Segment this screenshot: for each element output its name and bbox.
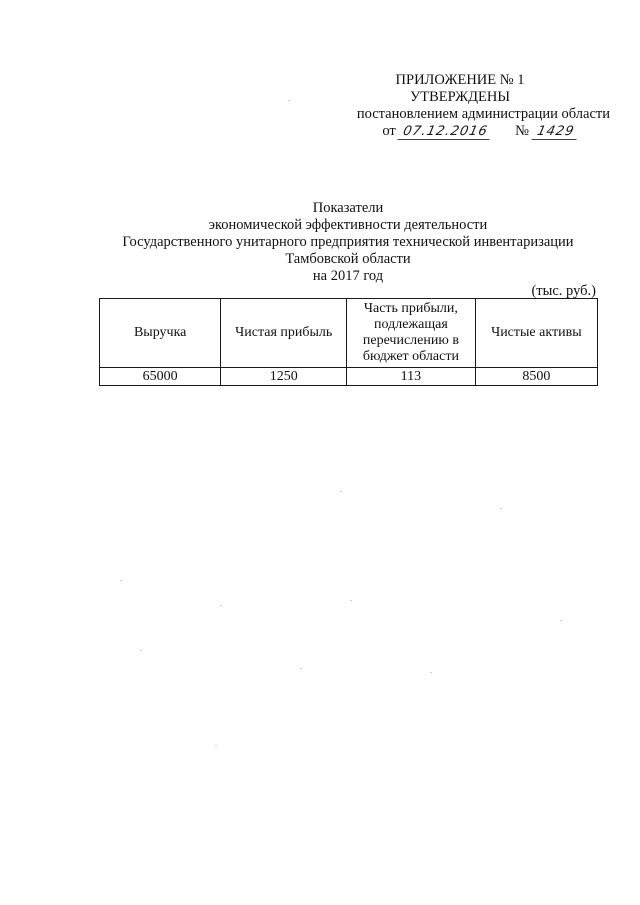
units-note: (тыс. руб.) [531,283,596,299]
column-header-revenue: Выручка [100,299,221,368]
column-header-profit-share: Часть прибыли, подлежащая перечислению в бюджет области [347,299,476,368]
cell-profit-share: 113 [347,368,476,386]
heading-line-3: Государственного унитарного предприятия технической инвентаризации [122,234,574,250]
decree-reference [360,123,600,140]
indicators-table [99,298,598,386]
approved-label: УТВЕРЖДЕНЫ [409,89,511,105]
heading-line-2: экономической эффективности деятельности [208,217,488,233]
table-row [100,368,598,386]
column-header-net-assets: Чистые активы [475,299,597,368]
document-heading [98,200,598,285]
cell-revenue: 65000 [100,368,221,386]
approval-block [320,72,610,140]
appendix-label: ПРИЛОЖЕНИЕ № 1 [395,72,525,88]
cell-net-profit: 1250 [221,368,347,386]
from-label: от [382,123,396,139]
heading-line-5: на 2017 год [312,268,384,284]
handwritten-number: 1429 [531,125,579,140]
cell-net-assets: 8500 [475,368,597,386]
heading-line-4: Тамбовской области [285,251,411,267]
decree-authority: постановлением администрации области [356,106,610,122]
handwritten-date: 07.12.2016 [398,125,494,140]
table-header-row [100,299,598,368]
column-header-net-profit: Чистая прибыль [221,299,347,368]
heading-line-1: Показатели [312,200,384,216]
number-label: № [515,123,529,139]
